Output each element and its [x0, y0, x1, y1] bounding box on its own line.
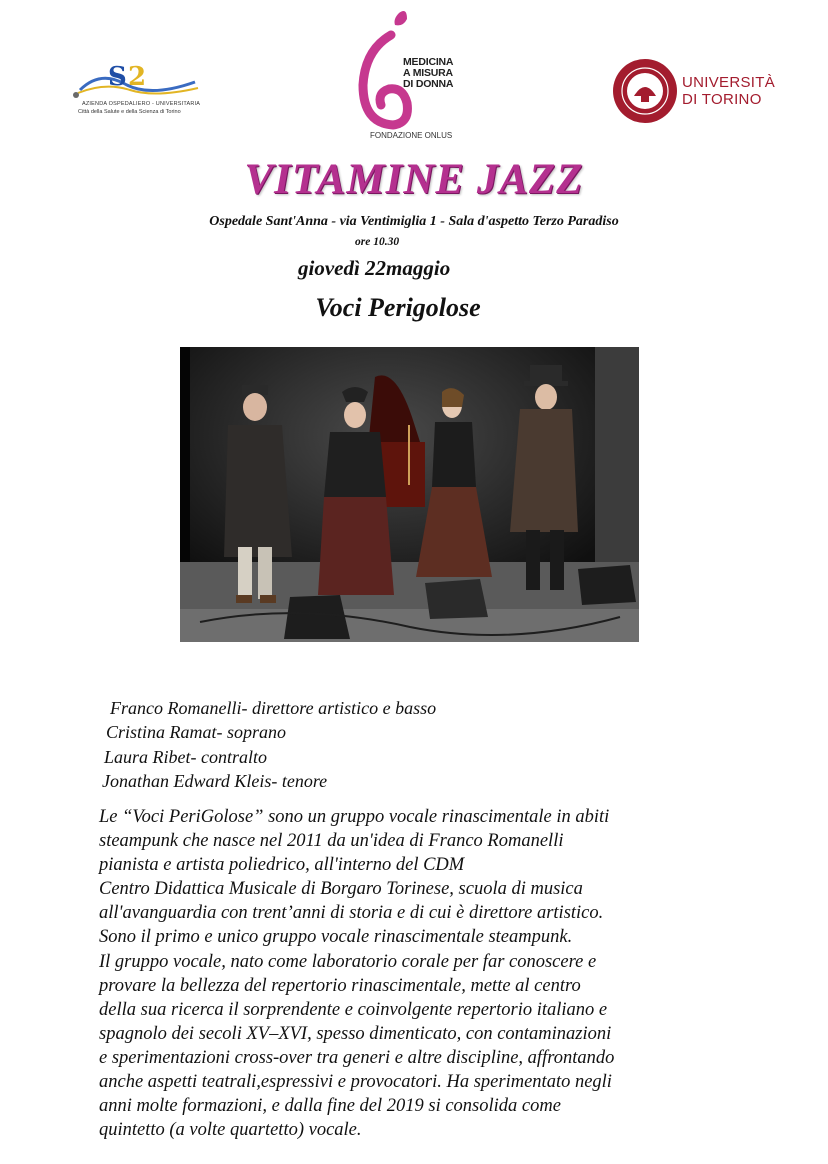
member-jonathan-edward-kleis: Jonathan Edward Kleis- tenore: [102, 771, 328, 791]
description-line: provare la bellezza del repertorio rinascimentale, mette al centro: [99, 975, 581, 996]
aou-citta-salute-logo: [70, 60, 205, 120]
description-line: anche aspetti teatrali,espressivi e provocatori. Ha sperimentato negli: [99, 1072, 612, 1093]
unito-line2: DI TORINO: [682, 91, 762, 108]
aou-logo-line1: AZIENDA OSPEDALIERO - UNIVERSITARIA: [82, 101, 201, 107]
description-line: Il gruppo vocale, nato come laboratorio corale per far conoscere e: [99, 951, 597, 972]
member-franco-romanelli: Franco Romanelli- direttore artistico e basso: [110, 698, 437, 718]
unito-line1: UNIVERSITÀ: [682, 74, 776, 91]
unito-logo: [612, 58, 782, 124]
group-performance-photo: [180, 347, 639, 642]
description-line: Le “Voci PeriGolose” sono un gruppo vocale rinascimentale in abiti: [99, 807, 610, 827]
description-line: quintetto (a volte quartetto) vocale.: [99, 1120, 362, 1141]
description-line: anni molte formazioni, e dalla fine del 2019 si consolida come: [99, 1096, 561, 1117]
event-title: VITAMINE JAZZ: [244, 156, 584, 203]
description-line: spagnolo dei secoli XV–XVI, spesso dimenticato, con contaminazioni: [99, 1023, 612, 1044]
medicina-logo-line2: A MISURA: [403, 67, 453, 79]
description-line: steampunk che nasce nel 2011 da un'idea di Franco Romanelli: [99, 831, 564, 852]
group-name: Voci Perigolose: [315, 293, 481, 322]
description-line: pianista e artista poliedrico, all'interno del CDM: [99, 855, 465, 876]
description-line: e sperimentazioni cross-over tra generi e altre discipline, affrontando: [99, 1047, 615, 1068]
medicina-misura-donna-logo: [355, 5, 465, 145]
event-venue: Ospedale Sant'Anna - via Ventimiglia 1 - Sala d'aspetto Terzo Paradiso: [209, 214, 619, 229]
aou-logo-line2: Città della Salute e della Scienza di Torino: [78, 109, 181, 115]
unito-seal-icon: [612, 58, 678, 124]
svg-text:S: S: [108, 62, 127, 92]
description-line: Centro Didattica Musicale di Borgaro Torinese, scuola di musica: [99, 879, 583, 900]
member-laura-ribet: Laura Ribet- contralto: [104, 747, 267, 767]
description-line: Sono il primo e unico gruppo vocale rinascimentale steampunk.: [99, 927, 573, 948]
stage-photo-illustration: [180, 347, 639, 642]
event-time: ore 10.30: [355, 236, 400, 248]
description-line: della sua ricerca il sorprendente e coinvolgente repertorio italiano e: [99, 999, 608, 1020]
aou-logo-mark-icon: [70, 60, 205, 102]
description-line: all'avanguardia con trent’anni di storia e di cui è direttore artistico.: [99, 903, 604, 924]
fondazione-onlus-label: FONDAZIONE ONLUS: [370, 131, 453, 140]
group-description: [99, 805, 799, 1142]
event-date: giovedì 22maggio: [298, 256, 451, 280]
member-cristina-ramat: Cristina Ramat- soprano: [106, 722, 287, 742]
svg-text:2: 2: [128, 62, 147, 92]
medicina-logo-line1: MEDICINA: [403, 56, 454, 68]
medicina-logo-line3: DI DONNA: [403, 78, 454, 90]
